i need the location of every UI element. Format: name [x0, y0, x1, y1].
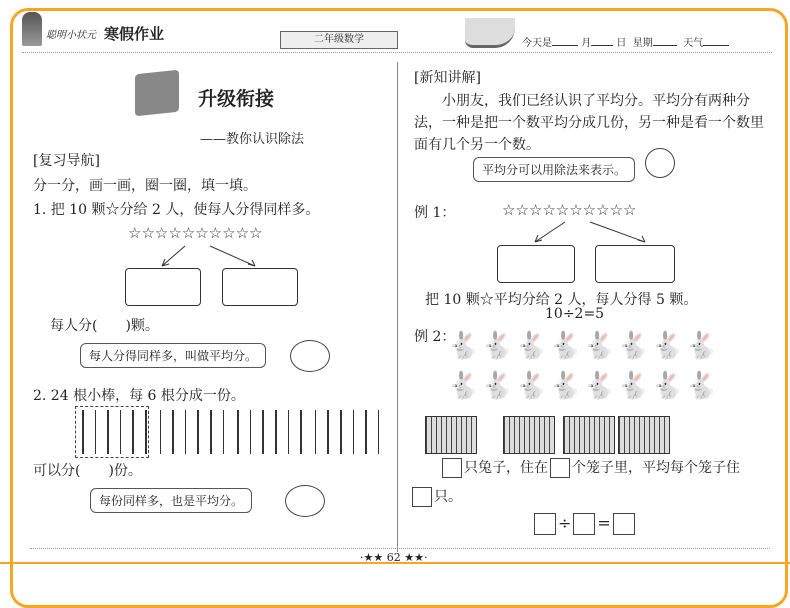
example-2-text-end — [410, 486, 462, 507]
stick-group-circle — [75, 406, 149, 458]
q1-stars: ☆☆☆☆☆☆☆☆☆☆ — [128, 224, 263, 242]
weekday-label: 星期 — [632, 38, 653, 49]
book-icon — [135, 70, 179, 117]
header-title: 寒假作业 — [104, 25, 165, 43]
stick — [197, 410, 199, 454]
rabbit-icon: 🐇 — [515, 371, 548, 401]
subject-label: 二年级数学 — [280, 31, 398, 49]
cage-icon — [563, 416, 615, 454]
example-1-label: 例 1： — [414, 205, 456, 221]
stick — [95, 410, 97, 454]
q1-answer: 每人分( )颗。 — [50, 318, 159, 334]
stick — [82, 410, 84, 454]
header-divider — [22, 52, 772, 53]
stick — [237, 410, 239, 454]
stick — [107, 410, 109, 454]
rabbit-icon: 🐇 — [651, 371, 684, 401]
q2-answer: 可以分( )份。 — [33, 463, 142, 479]
footer-star-deco: ★★· — [404, 551, 428, 564]
stick — [315, 410, 317, 454]
series-logo: 聪明小状元 — [46, 30, 96, 41]
q1-arrows — [150, 244, 270, 270]
question-1: 1. 把 10 颗☆分给 2 人，使每人分得同样多。 — [33, 202, 320, 218]
ex1-box-2 — [595, 245, 675, 283]
stick — [378, 410, 380, 454]
footer-divider — [30, 548, 770, 549]
rabbit-icon: 🐇 — [583, 371, 616, 401]
rabbit-icon: 🐇 — [447, 371, 480, 401]
day-label: 日 — [616, 38, 627, 49]
rabbit-icon: 🐇 — [651, 331, 684, 361]
stick — [340, 410, 342, 454]
month-label: 月 — [581, 38, 592, 49]
date-line — [522, 34, 729, 49]
stick — [353, 410, 355, 454]
rabbit-icon: 🐇 — [447, 331, 480, 361]
stick — [327, 410, 329, 454]
rabbit-icon: 🐇 — [515, 331, 548, 361]
q1-answer-box-2[interactable] — [222, 268, 298, 306]
q2-speech-bubble: 每份同样多，也是平均分。 — [90, 488, 252, 513]
cage-count-box[interactable] — [550, 458, 570, 478]
rabbit-icon: 🐇 — [549, 331, 582, 361]
division-equation — [532, 513, 637, 535]
ex2-text-2: 个笼子里，平均每个笼子住 — [572, 460, 740, 476]
ex2-text-1: 只兔子，住在 — [464, 460, 548, 476]
q1-speech-bubble: 每人分得同样多，叫做平均分。 — [80, 343, 266, 368]
rabbit-icon: 🐇 — [583, 331, 616, 361]
equals-sign: = — [597, 513, 611, 533]
rabbit-count-box[interactable] — [442, 458, 462, 478]
stick — [288, 410, 290, 454]
girl-icon — [645, 148, 675, 178]
stick — [223, 410, 225, 454]
today-label: 今天是 — [522, 38, 552, 49]
girl-speech-bubble: 平均分可以用除法来表示。 — [473, 157, 635, 182]
rabbit-icon: 🐇 — [481, 331, 514, 361]
rabbit-icon: 🐇 — [617, 371, 650, 401]
stick — [275, 410, 277, 454]
page-footer — [360, 551, 427, 564]
new-knowledge-heading: [新知讲解] — [414, 70, 481, 86]
review-heading: [复习导航] — [33, 153, 100, 169]
rabbit-icon: 🐇 — [549, 371, 582, 401]
bird-icon — [285, 485, 325, 517]
cage-icon — [503, 416, 555, 454]
mascot-logo-icon — [22, 12, 42, 46]
example-1-equation: 10÷2=5 — [545, 306, 605, 322]
stick — [145, 410, 147, 454]
per-cage-box[interactable] — [412, 487, 432, 507]
ex1-box-1 — [497, 245, 575, 283]
footer-star-deco: ·★★ — [360, 551, 384, 564]
stick — [172, 410, 174, 454]
stick — [210, 410, 212, 454]
stick — [262, 410, 264, 454]
column-divider — [397, 62, 398, 552]
example-2-label: 例 2： — [414, 329, 456, 345]
cage-icon — [618, 416, 670, 454]
q1-answer-box-1[interactable] — [125, 268, 201, 306]
rabbit-icon: 🐇 — [685, 371, 718, 401]
intro-paragraph: 小朋友，我们已经认识了平均分。平均分有两种分法，一种是把一个数平均分成几份，另一种是看一个数里面有几个另一个数。 — [414, 93, 764, 153]
stick — [120, 410, 122, 454]
stick — [160, 410, 162, 454]
ex1-arrows — [520, 220, 660, 246]
instruction: 分一分，画一画，圈一圈，填一填。 — [33, 178, 257, 194]
ex2-text-3: 只。 — [434, 489, 462, 505]
stick — [185, 410, 187, 454]
rabbit-icon: 🐇 — [617, 331, 650, 361]
rabbit-icon: 🐇 — [685, 331, 718, 361]
stick — [132, 410, 134, 454]
section-title: 升级衔接 — [198, 88, 275, 110]
quotient-box[interactable] — [613, 513, 635, 535]
page-number: 62 — [386, 551, 401, 564]
example-2-text — [440, 457, 740, 478]
bird-icon — [290, 340, 330, 372]
divide-sign: ÷ — [558, 513, 572, 533]
divisor-box[interactable] — [573, 513, 595, 535]
sleigh-icon — [465, 18, 515, 48]
dividend-box[interactable] — [534, 513, 556, 535]
cage-icon — [425, 416, 477, 454]
ex1-stars: ☆☆☆☆☆☆☆☆☆☆ — [502, 201, 637, 219]
section-subtitle: ——教你认识除法 — [200, 132, 305, 147]
rabbit-icon: 🐇 — [481, 371, 514, 401]
stick — [300, 410, 302, 454]
example-1-text: 把 10 颗☆平均分给 2 人，每人分得 5 颗。 — [425, 292, 698, 308]
stick — [250, 410, 252, 454]
stick — [365, 410, 367, 454]
question-2: 2. 24 根小棒，每 6 根分成一份。 — [33, 388, 245, 404]
weather-label: 天气 — [683, 38, 704, 49]
